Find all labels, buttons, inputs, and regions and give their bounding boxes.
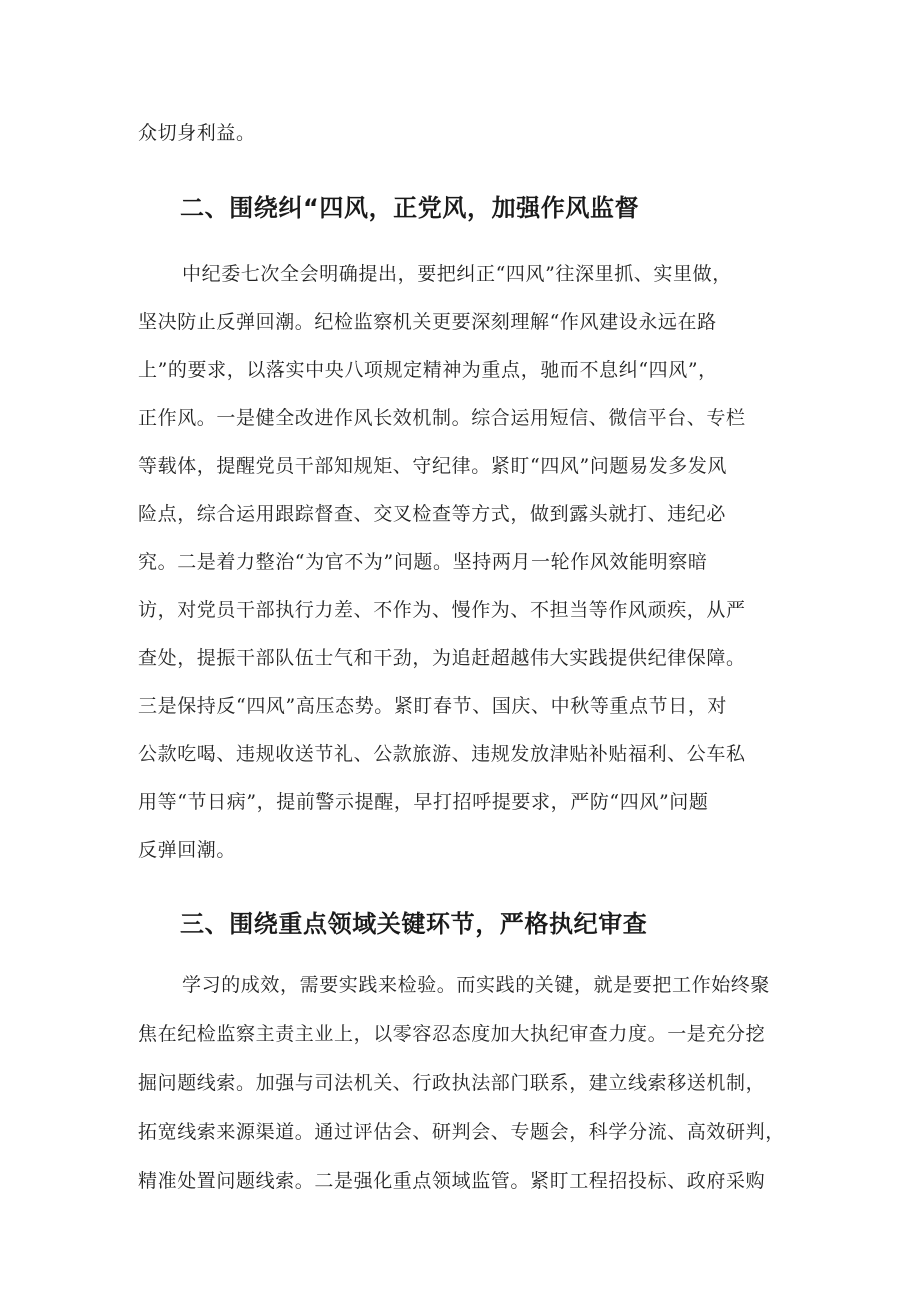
paragraph-line: 坚决防止反弹回潮。纪检监察机关更要深刻理解“作风建设永远在路 bbox=[138, 311, 717, 333]
paragraph-line: 焦在纪检监察主责主业上，以零容忍态度加大执纪审查力度。一是充分挖 bbox=[138, 1023, 766, 1045]
section-heading: 二、围绕纠“四风，正党风，加强作风监督 bbox=[180, 194, 640, 222]
paragraph-line: 反弹回潮。 bbox=[138, 839, 237, 861]
paragraph-line: 等载体，提醒党员干部知规矩、守纪律。紧盯“四风”问题易发多发风 bbox=[138, 455, 728, 477]
paragraph-line: 中纪委七次全会明确提出，要把纠正“四风”往深里抓、实里做， bbox=[182, 263, 732, 285]
paragraph-line: 学习的成效，需要实践来检验。而实践的关键，就是要把工作始终聚 bbox=[182, 974, 771, 996]
paragraph-line: 拓宽线索来源渠道。通过评估会、研判会、专题会，科学分流、高效研判， bbox=[138, 1121, 785, 1143]
paragraph-line: 掘问题线索。加强与司法机关、行政执法部门联系，建立线索移送机制， bbox=[138, 1072, 766, 1094]
paragraph-line: 究。二是着力整治“为官不为”问题。坚持两月一轮作风效能明察暗 bbox=[138, 551, 708, 573]
paragraph-line: 精准处置问题线索。二是强化重点领域监管。紧盯工程招投标、政府采购 bbox=[138, 1170, 766, 1192]
paragraph-line: 查处，提振干部队伍士气和干劲，为追赶超越伟大实践提供纪律保障。 bbox=[138, 647, 746, 669]
paragraph-line: 用等“节日病”，提前警示提醒，早打招呼提要求，严防“四风”问题 bbox=[138, 791, 709, 813]
paragraph-line: 上”的要求，以落实中央八项规定精神为重点，驰而不息纠“四风”， bbox=[138, 359, 718, 381]
paragraph-line: 三是保持反“四风”高压态势。紧盯春节、国庆、中秋等重点节日，对 bbox=[138, 695, 728, 717]
paragraph-line: 访，对党员干部执行力差、不作为、慢作为、不担当等作风顽疾，从严 bbox=[138, 599, 746, 621]
paragraph-line: 险点，综合运用跟踪督查、交叉检查等方式，做到露头就打、违纪必 bbox=[138, 503, 727, 525]
paragraph-line: 正作风。一是健全改进作风长效机制。综合运用短信、微信平台、专栏 bbox=[138, 407, 746, 429]
section-heading: 三、围绕重点领域关键环节，严格执纪审查 bbox=[180, 910, 648, 938]
paragraph-line: 公款吃喝、违规收送节礼、公款旅游、违规发放津贴补贴福利、公车私 bbox=[138, 743, 746, 765]
paragraph-line: 众切身利益。 bbox=[138, 122, 256, 144]
